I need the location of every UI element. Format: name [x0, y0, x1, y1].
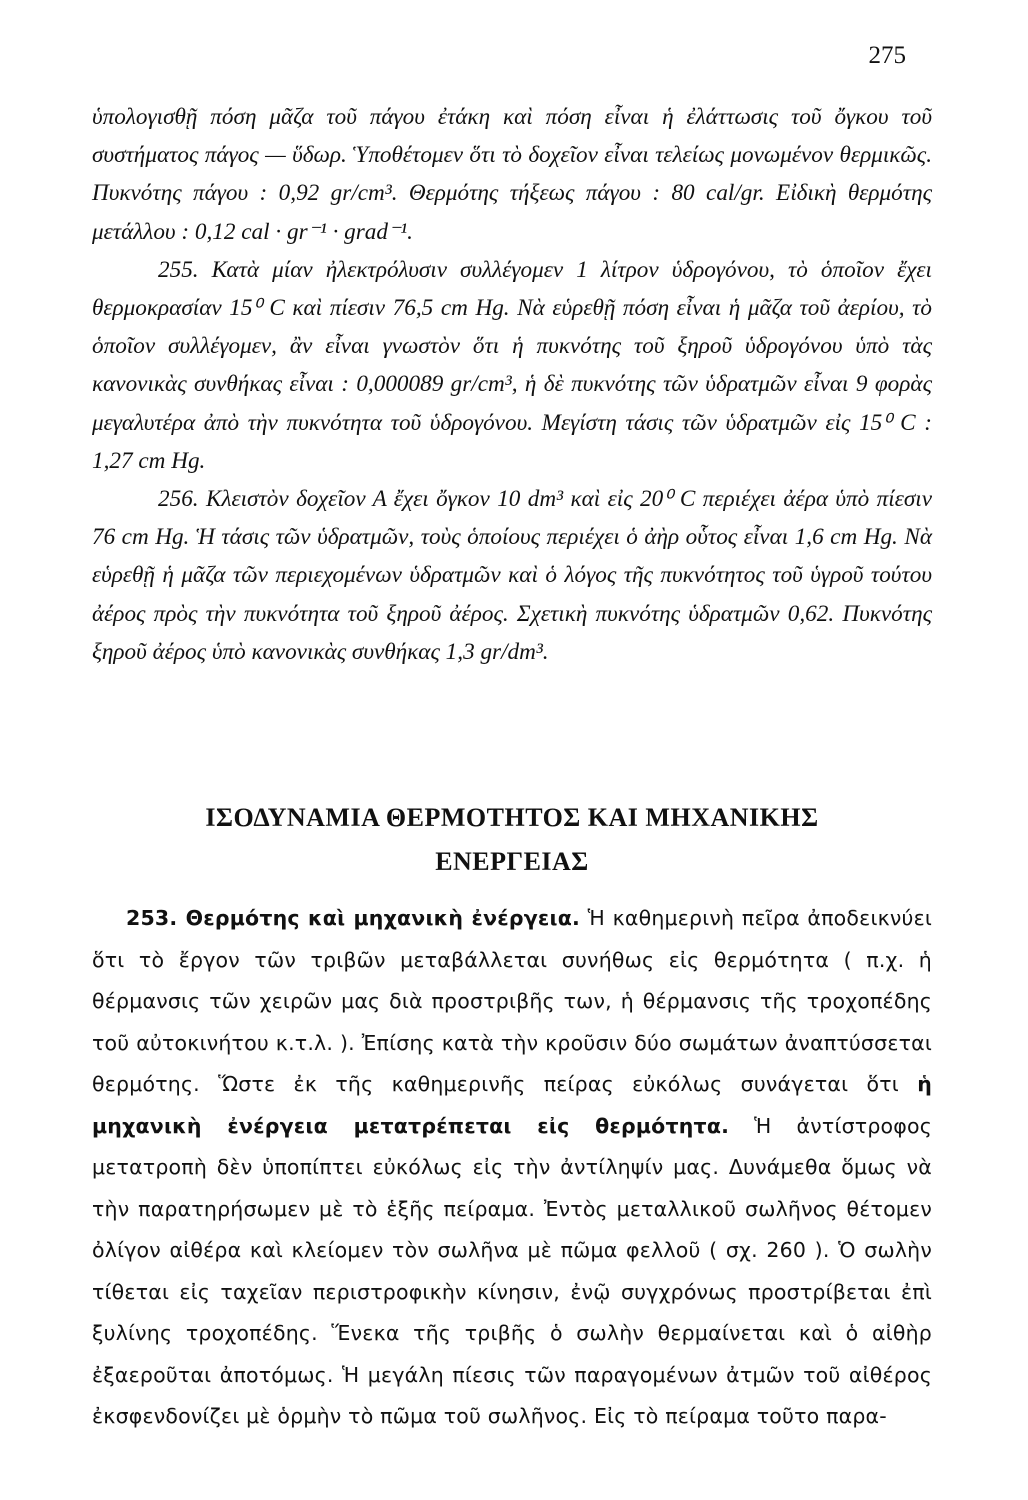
- paragraph-253-emphasis: ἡ μηχανικὴ ἐνέργεια μετατρέπεται εἰς θερμότητα.: [92, 1072, 932, 1138]
- paragraph-253-text-b: Ἡ ἀντίστροφος μετατροπὴ δὲν ὑποπίπτει εὐκόλως εἰς τὴν ἀντίληψίν μας. Δυνάμεθα ὅμως νὰ τὴν παρατηρήσωμεν μὲ τὸ ἑξῆς πείραμα. Ἐντὸς μεταλλικοῦ σωλῆνος θέτομεν ὀλίγον αἰθέρα καὶ κλείομεν τὸν σωλῆνα μὲ πῶμα φελλοῦ ( σχ. 260 ). Ὁ σωλὴν τίθεται εἰς ταχεῖαν περιστροφικὴν κίνησιν, ἐνῷ συγχρόνως προστρίβεται ἐπὶ ξυλίνης τροχοπέδης. Ἕνεκα τῆς τριβῆς ὁ σωλὴν θερμαίνεται καὶ ὁ αἰθὴρ ἐξαεροῦται ἀποτόμως. Ἡ μεγάλη πίεσις τῶν παραγομένων ἀτμῶν τοῦ αἰθέρος ἐκσφενδονίζει μὲ ὁρμὴν τὸ πῶμα τοῦ σωλῆνος. Εἰς τὸ πείραμα τοῦτο παρα-: [92, 1113, 932, 1428]
- section-title: [92, 796, 932, 884]
- section-title-line-2: ΕΝΕΡΓΕΙΑΣ: [435, 847, 589, 876]
- paragraph-253-heading: 253. Θερμότης καὶ μηχανικὴ ἐνέργεια.: [126, 906, 580, 930]
- section-title-line-1: ΙΣΟΔΥΝΑΜΙΑ ΘΕΡΜΟΤΗΤΟΣ ΚΑΙ ΜΗΧΑΝΙΚΗΣ: [205, 803, 819, 832]
- paragraph-253-text-a: Ἡ καθημερινὴ πεῖρα ἀποδεικνύει ὅτι τὸ ἔργον τῶν τριβῶν μεταβάλλεται συνήθως εἰς θερμότητα ( π.χ. ἡ θέρμανσις τῶν χειρῶν μας διὰ προστριβῆς των, ἡ θέρμανσις τῆς τροχοπέδης τοῦ αὐτοκινήτου κ.τ.λ. ). Ἐπίσης κατὰ τὴν κροῦσιν δύο σωμάτων ἀναπτύσσεται θερμότης. Ὥστε ἐκ τῆς καθημερινῆς πείρας εὐκόλως συνάγεται ὅτι: [92, 906, 932, 1096]
- page-number: 275: [868, 42, 906, 69]
- paragraph-253: [92, 898, 932, 1438]
- problems-block: [92, 98, 932, 671]
- problem-255: 255. Κατὰ μίαν ἠλεκτρόλυσιν συλλέγομεν 1 λίτρον ὑδρογόνου, τὸ ὁποῖον ἔχει θερμοκρασίαν 15⁰ C καὶ πίεσιν 76,5 cm Hg. Νὰ εὑρεθῇ πόση εἶναι ἡ μᾶζα τοῦ ἀερίου, τὸ ὁποῖον συλλέγομεν, ἂν εἶναι γνωστὸν ὅτι ἡ πυκνότης τοῦ ξηροῦ ὑδρογόνου ὑπὸ τὰς κανονικὰς συνθήκας εἶναι : 0,000089 gr/cm³, ἡ δὲ πυκνότης τῶν ὑδρατμῶν εἶναι 9 φορὰς μεγαλυτέρα ἀπὸ τὴν πυκνότητα τοῦ ὑδρογόνου. Μεγίστη τάσις τῶν ὑδρατμῶν εἰς 15⁰ C : 1,27 cm Hg.: [92, 256, 932, 474]
- problem-256: 256. Κλειστὸν δοχεῖον Α ἔχει ὄγκον 10 dm³ καὶ εἰς 20⁰ C περιέχει ἀέρα ὑπὸ πίεσιν 76 cm Hg. Ἡ τάσις τῶν ὑδρατμῶν, τοὺς ὁποίους περιέχει ὁ ἀὴρ οὗτος εἶναι 1,6 cm Hg. Νὰ εὑρεθῇ ἡ μᾶζα τῶν περιεχομένων ὑδρατμῶν καὶ ὁ λόγος τῆς πυκνότητος τοῦ ὑγροῦ τούτου ἀέρος πρὸς τὴν πυκνότητα τοῦ ξηροῦ ἀέρος. Σχετικὴ πυκνότης ὑδρατμῶν 0,62. Πυκνότης ξηροῦ ἀέρος ὑπὸ κανονικὰς συνθήκας 1,3 gr/dm³.: [92, 486, 932, 665]
- section-253-body: [92, 898, 932, 1438]
- problem-254-continuation: ὑπολογισθῇ πόση μᾶζα τοῦ πάγου ἐτάκη καὶ πόση εἶναι ἡ ἐλάττωσις τοῦ ὄγκου τοῦ συστήματος πάγος — ὕδωρ. Ὑποθέτομεν ὅτι τὸ δοχεῖον εἶναι τελείως μονωμένον θερμικῶς. Πυκνότης πάγου : 0,92 gr/cm³. Θερμότης τήξεως πάγου : 80 cal/gr. Εἰδικὴ θερμότης μετάλλου : 0,12 cal · gr⁻¹ · grad⁻¹.: [92, 104, 932, 245]
